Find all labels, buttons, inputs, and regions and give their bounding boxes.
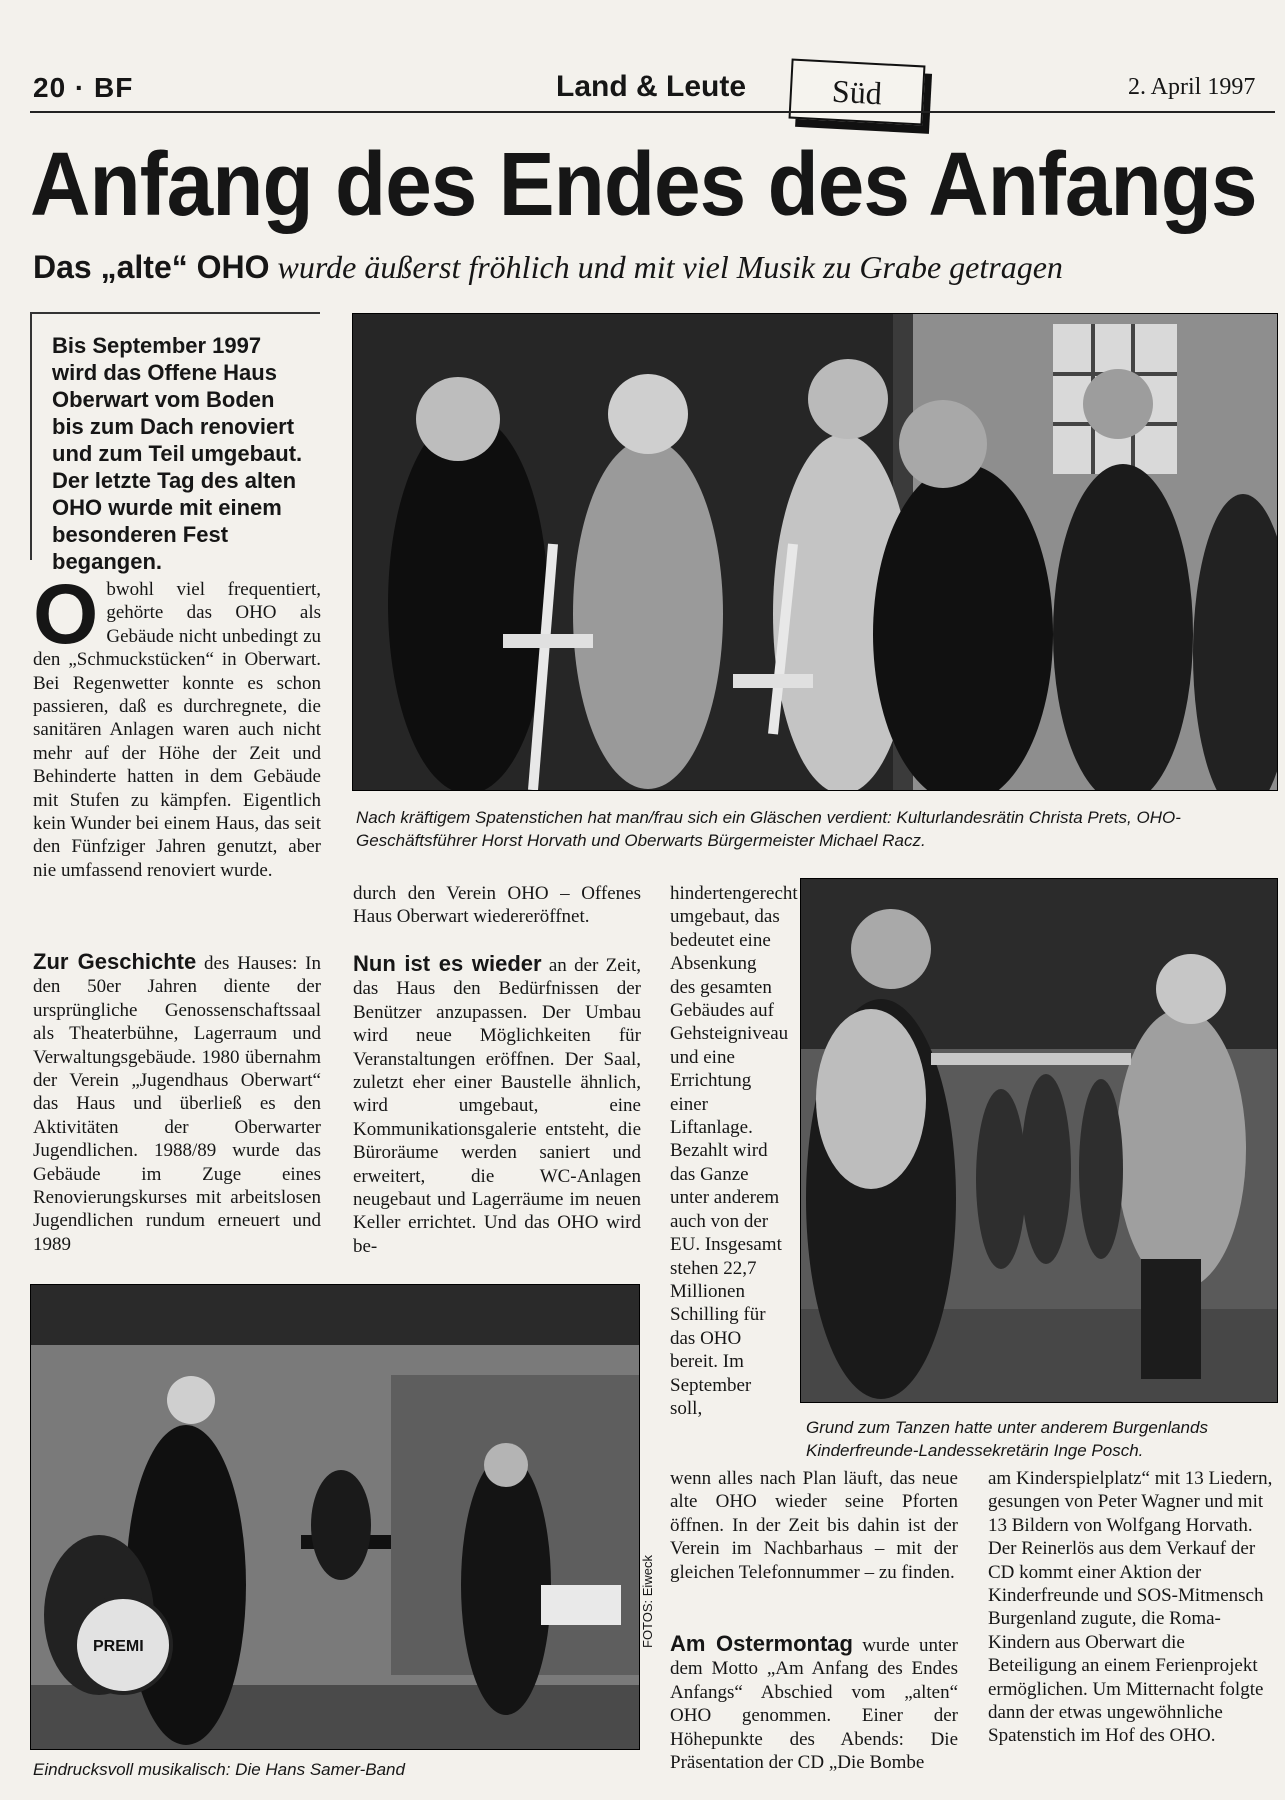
subhead-bold: Das „alte“ OHO	[33, 249, 270, 285]
runin-easter: Am Ostermontag	[670, 1631, 853, 1656]
caption-photo-dance: Grund zum Tanzen hatte unter anderem Burgenlands Kinderfreunde-Landessekretärin Inge Posch.	[806, 1418, 1208, 1460]
intro-text: Bis September 1997 wird das Offene Haus Oberwart vom Boden bis zum Dach renoviert und zum Teil umgebaut. Der letzte Tag des alten OHO wurde mit einem besonderen Fest begangen.	[52, 333, 303, 574]
column-3-bottom: wenn alles nach Plan läuft, das neue alte OHO wieder seine Pforten öffnen. In der Zeit bis dahin ist der Verein im Nachbarhaus – mit der gleichen Telefonnummer – zu finden.	[670, 1468, 958, 1583]
photo-toast-graphic	[353, 314, 1277, 790]
column-3-easter	[670, 1632, 958, 1774]
photo-toast	[352, 313, 1278, 791]
drum-logo: PREMI	[93, 1638, 144, 1655]
headline: Anfang des Endes des Anfangs	[30, 135, 1257, 235]
page-number: 20 · BF	[33, 72, 134, 103]
issue-date: 2. April 1997	[1128, 74, 1256, 100]
header-rule	[30, 111, 1275, 113]
column-1	[33, 567, 321, 882]
region-tag	[789, 59, 926, 126]
subheadline	[33, 249, 1063, 286]
photo-band-graphic	[31, 1285, 639, 1749]
column-2-top: durch den Verein OHO – Offenes Haus Oberwart wiedereröffnet.	[353, 883, 641, 928]
history-text: des Hauses: In den 50er Jahren diente der ursprüngliche Genossenschaftssaal als Theaterbühne, Lagerraum und Verwaltungsgebäude. 1980 übernahm der Verein „Jugendhaus Oberwart“ das Haus und überließ es den Aktivitäten der Oberwarter Jugendlichen. 1988/89 wurde das Gebäude im Zuge eines Renovierungskurses mit arbeitslosen Jugendlichen rundum erneuert und 1989	[33, 953, 322, 1255]
column-1-history	[33, 950, 321, 1256]
caption-photo-band: Eindrucksvoll musikalisch: Die Hans Samer-Band	[33, 1760, 405, 1779]
section-title: Land & Leute	[556, 70, 747, 103]
runin-history: Zur Geschichte	[33, 949, 197, 974]
drop-cap: O	[33, 567, 99, 661]
column-4: am Kinderspielplatz“ mit 13 Liedern, gesungen von Peter Wagner und mit 13 Bildern von Wolfgang Horvath. Der Reinerlös aus dem Verkauf der CD kommt einer Aktion der Kinderfreunde und SOS-Mitmensch Burgenland zugute, die Roma-Kindern aus Oberwart die Beteiligung an einem Ferienprojekt ermöglichen. Um Mitternacht folgte dann der etwas ungewöhnliche Spatenstich im Hof des OHO.	[988, 1468, 1273, 1747]
column-3-narrow: hindertengerecht umgebaut, das bedeutet eine Absenkung des gesamten Gebäudes auf Gehsteigniveau und eine Errichtung einer Liftanlage. Bezahlt wird das Ganze unter anderem auch von der EU. Insgesamt stehen 22,7 Millionen Schilling für das OHO bereit. Im September soll,	[670, 883, 798, 1419]
photo-dance-graphic	[801, 879, 1277, 1402]
caption-photo-toast: Nach kräftigem Spatenstichen hat man/frau sich ein Gläschen verdient: Kulturlandesrätin Christa Prets, OHO-Geschäftsführer Horst Horvath und Oberwarts Bürgermeister Michael Racz.	[356, 808, 1181, 850]
subhead-italic: wurde äußerst fröhlich und mit viel Musik zu Grabe getragen	[277, 249, 1063, 285]
photo-credit: FOTOS: Eiweck	[640, 1555, 655, 1648]
column-1-text: bwohl viel frequentiert, gehörte das OHO als Gebäude nicht unbedingt zu den „Schmuckstücken“ in Oberwart. Bei Regenwetter konnte es schon passieren, daß es durchregnete, die sanitären Anlagen waren auch nicht mehr auf der Höhe der Zeit und Behinderte hatten in dem Gebäude mit Stufen zu kämpfen. Eigentlich kein Wunder bei einem Haus, das seit den Fünfziger Jahren genutzt, aber nie umfassend renoviert wurde.	[33, 579, 321, 881]
easter-text: wurde unter dem Motto „Am Anfang des Endes Anfangs“ Abschied vom „alten“ OHO genommen. Einer der Höhepunkte des Abends: Die Präsentation der CD „Die Bombe	[670, 1635, 958, 1774]
runin-now: Nun ist es wieder	[353, 951, 542, 976]
column-2	[353, 952, 641, 1258]
column-2-text: an der Zeit, das Haus den Bedürfnissen der Benützer anzupassen. Der Umbau wird neue Möglichkeiten für Veranstaltungen eröffnen. Der Saal, zuletzt eher einer Baustelle ähnlich, wird umgebaut, eine Kommunikationsgalerie entsteht, die Büroräume werden saniert und erweitert, die WC-Anlagen neugebaut und Lagerräume im neuen Keller errichtet. Und das OHO wird be-	[353, 955, 641, 1257]
photo-dance	[800, 878, 1278, 1403]
region-label: Süd	[831, 72, 883, 111]
photo-band	[30, 1284, 640, 1750]
